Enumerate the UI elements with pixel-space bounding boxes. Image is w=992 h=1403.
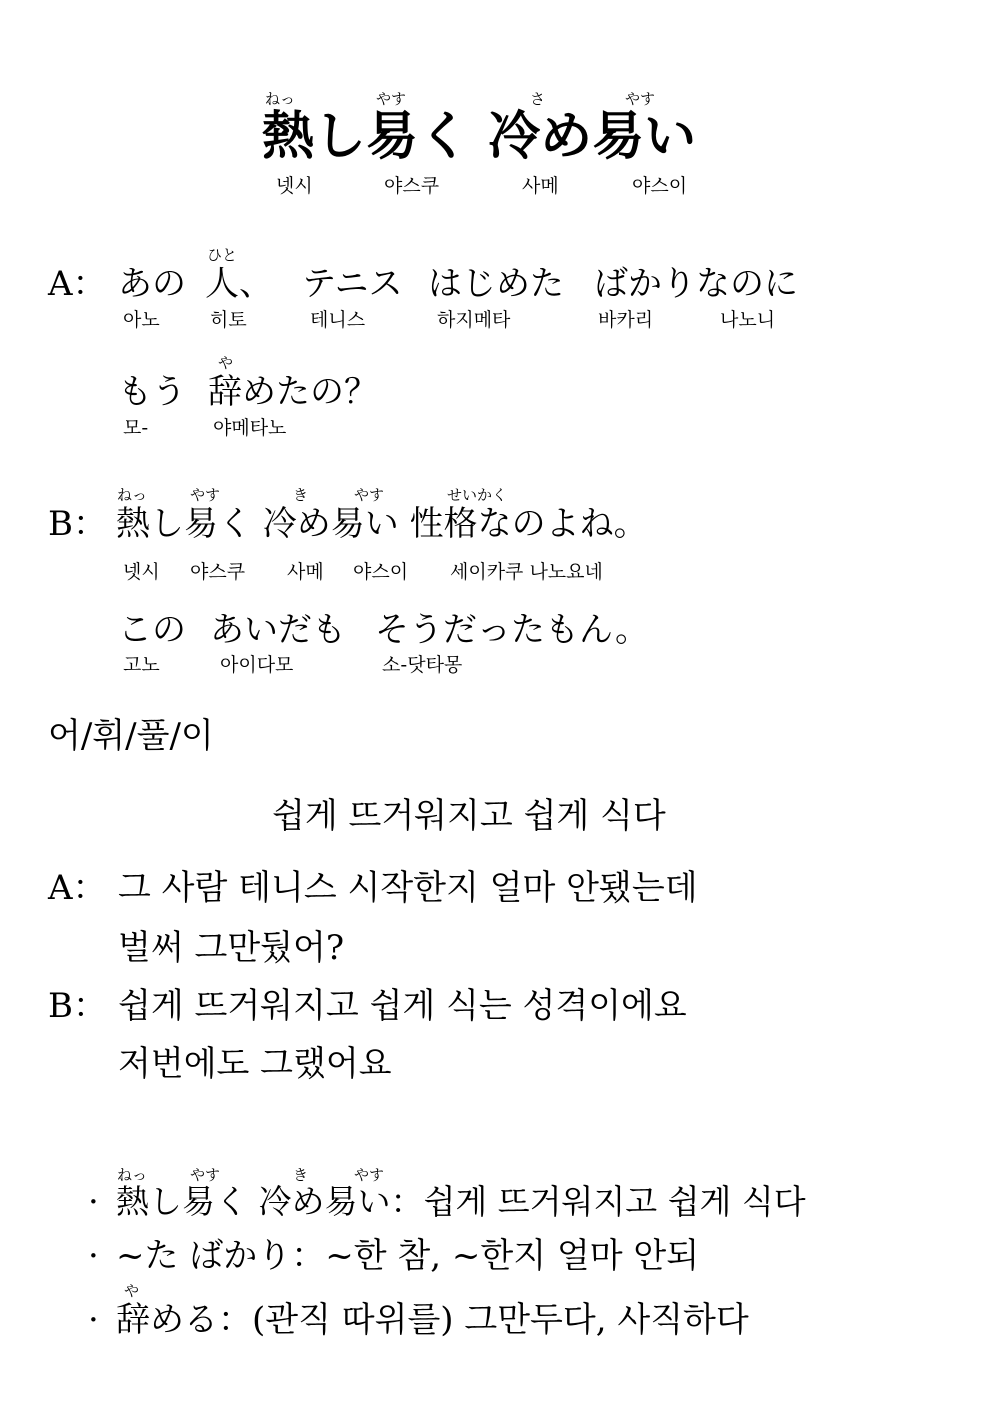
furigana: やす (376, 90, 407, 108)
jp-text: ばかりなのに (594, 264, 798, 304)
furigana: ねっ (117, 1166, 148, 1184)
reading: 사메 (522, 175, 559, 197)
furigana: さ (530, 90, 546, 108)
furigana: やす (190, 486, 221, 504)
reading: 야스이 (353, 561, 409, 583)
furigana: やす (354, 486, 385, 504)
reading: 넷시 (123, 561, 160, 583)
reading: 소-닷타몽 (382, 654, 463, 676)
reading: 아노 (123, 309, 160, 331)
reading: 모- (123, 417, 149, 439)
furigana: ねっ (265, 90, 296, 108)
reading: 히토 (210, 309, 247, 331)
furigana: やす (354, 1166, 385, 1184)
furigana: や (124, 1282, 140, 1300)
furigana: やす (190, 1166, 221, 1184)
jp-text: もう (118, 372, 186, 412)
reading: 아이다모 (220, 654, 294, 676)
jp-text: あいだも (210, 610, 346, 650)
translation-title: 쉽게 뜨거워지고 쉽게 식다 (272, 796, 666, 836)
vocab-heading: 어/휘/풀/이 (48, 716, 214, 756)
reading: 나노니 (720, 309, 776, 331)
reading: 하지메타 (437, 309, 511, 331)
page-title: 熱し易く 冷め易い (262, 107, 697, 167)
reading: 야스쿠 (384, 175, 440, 197)
bullet: · (88, 1182, 99, 1222)
speaker-label: B： (48, 504, 107, 544)
reading: 야메타노 (213, 417, 287, 439)
furigana: ねっ (117, 486, 148, 504)
furigana: せいかく (447, 486, 508, 504)
furigana: き (293, 486, 309, 504)
ko-text: 그 사람 테니스 시작한지 얼마 안됐는데 (118, 868, 698, 908)
reading: 야스이 (632, 175, 688, 197)
reading: 고노 (123, 654, 160, 676)
reading: 사메 (287, 561, 324, 583)
note-text: 熱し易く 冷め易い：쉽게 뜨거워지고 쉽게 식다 (116, 1182, 806, 1221)
speaker-label: B： (48, 986, 107, 1026)
furigana: や (218, 354, 234, 372)
jp-text: はじめた (428, 264, 564, 304)
speaker-label: A： (48, 264, 107, 304)
jp-text: テニス (302, 264, 403, 304)
ko-text: 저번에도 그랬어요 (118, 1044, 392, 1084)
reading: 야스쿠 (190, 561, 246, 583)
bullet: · (88, 1300, 99, 1340)
reading: 세이카쿠 나노요네 (450, 561, 603, 583)
furigana: き (293, 1166, 309, 1184)
jp-text: そうだったもん。 (375, 610, 650, 650)
ko-text: 쉽게 뜨거워지고 쉽게 식는 성격이에요 (118, 986, 687, 1026)
jp-text: 熱し易く 冷め易い 性格なのよね。 (116, 504, 648, 544)
reading: 넷시 (276, 175, 313, 197)
furigana: ひと (207, 246, 238, 264)
jp-text: 人、 (205, 264, 273, 304)
speaker-label: A： (48, 868, 107, 908)
jp-text: この (118, 610, 186, 650)
ko-text: 벌써 그만뒀어? (118, 928, 345, 968)
reading: 테니스 (310, 309, 366, 331)
jp-text: 辞めたの？ (208, 372, 378, 412)
reading: 바카리 (598, 309, 654, 331)
furigana: やす (625, 90, 656, 108)
note-text: 辞める：(관직 따위를) 그만두다, 사직하다 (116, 1300, 749, 1340)
note-text: ~た ばかり：~한 참, ~한지 얼마 안되 (116, 1236, 700, 1276)
bullet: · (88, 1236, 99, 1276)
jp-text: あの (118, 264, 186, 304)
